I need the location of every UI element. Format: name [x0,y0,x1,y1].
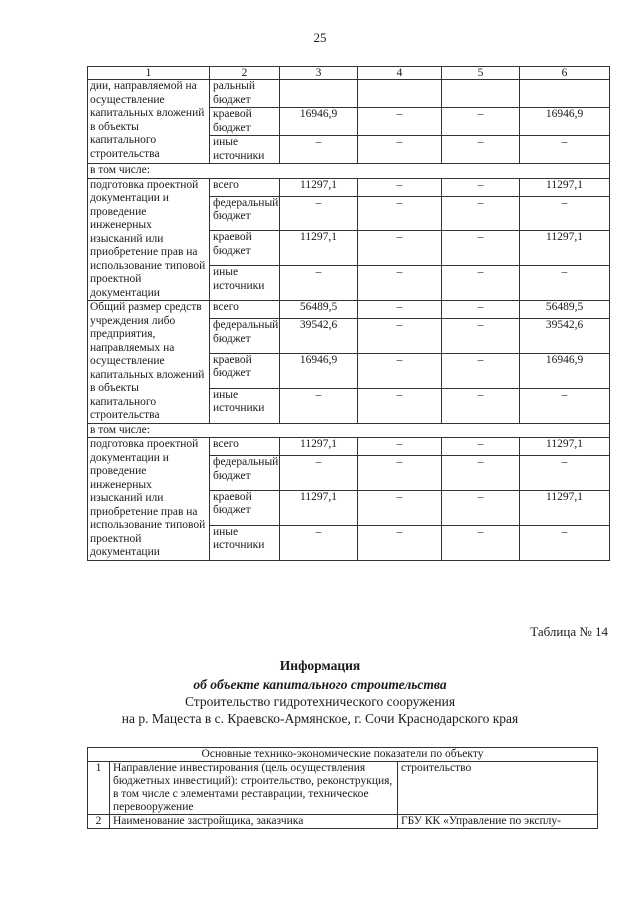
column-header: 6 [520,67,610,80]
value-cell: – [520,196,610,231]
funding-source: иные источники [210,525,280,560]
value-cell: 11297,1 [280,490,358,525]
value-cell [358,80,442,108]
value-cell: 16946,9 [520,108,610,136]
value-cell [442,80,520,108]
value-cell: – [358,456,442,491]
value-cell: – [442,301,520,319]
funding-source: федеральный бюджет [210,196,280,231]
value-cell: – [358,266,442,301]
value-cell: – [520,388,610,423]
value-cell: – [358,301,442,319]
funding-source: всего [210,301,280,319]
object-name-line-1: Строительство гидротехнического сооружения [184,694,456,709]
value-cell: – [280,388,358,423]
section-label: в том числе: [88,164,610,179]
value-cell: – [280,456,358,491]
page-number: 25 [313,30,327,45]
row-number: 2 [88,815,110,829]
value-cell: – [442,388,520,423]
value-cell: 16946,9 [520,353,610,388]
value-cell: – [442,490,520,525]
indicators-table-header: Основные технико-экономические показатели по объекту [88,748,598,762]
value-cell [280,80,358,108]
value-cell: – [358,438,442,456]
table-row [88,301,610,319]
indicator-label: подготовка проектной документации и проведение инженерных изысканий или приобретение прав на использование типовой проектной документации [88,178,210,301]
value-cell: 11297,1 [520,490,610,525]
indicator-name: Наименование застройщика, заказчика [110,815,398,829]
value-cell: – [358,525,442,560]
value-cell: 16946,9 [280,108,358,136]
funding-source: всего [210,438,280,456]
value-cell: – [442,266,520,301]
funding-table [87,66,610,561]
value-cell: – [442,196,520,231]
column-header: 2 [210,67,280,80]
funding-source: федеральный бюджет [210,319,280,354]
table-row [88,178,610,196]
value-cell: – [358,136,442,164]
value-cell: 11297,1 [280,178,358,196]
value-cell: – [520,456,610,491]
value-cell: – [442,178,520,196]
table-row [88,762,598,815]
value-cell: – [280,266,358,301]
table-row [88,438,610,456]
indicator-value: ГБУ КК «Управление по эксплу- [398,815,598,829]
value-cell: 11297,1 [520,178,610,196]
value-cell: – [358,319,442,354]
value-cell: – [442,456,520,491]
value-cell: 11297,1 [520,231,610,266]
indicator-value: строительство [398,762,598,815]
funding-source: краевой бюджет [210,490,280,525]
indicator-label: подготовка проектной документации и проведение инженерных изысканий или приобретение прав на использование типовой проектной документации [88,438,210,561]
table-row [88,815,598,829]
funding-source: иные источники [210,266,280,301]
value-cell: – [358,196,442,231]
funding-source: федеральный бюджет [210,456,280,491]
section-row [88,423,610,438]
indicators-table [87,747,598,829]
info-subtitle: об объекте капитального строительства [193,677,447,692]
value-cell: – [280,525,358,560]
column-header: 1 [88,67,210,80]
column-header: 4 [358,67,442,80]
indicator-label: Общий размер средств учреждения либо предприятия, направляемых на осуществление капитальных вложений в объекты капитального строительства [88,301,210,424]
value-cell: – [442,136,520,164]
value-cell [520,80,610,108]
funding-source: иные источники [210,388,280,423]
value-cell: – [358,388,442,423]
section-label: в том числе: [88,423,610,438]
value-cell: – [442,353,520,388]
value-cell: 39542,6 [520,319,610,354]
value-cell: – [358,231,442,266]
column-header: 3 [280,67,358,80]
funding-source: краевой бюджет [210,353,280,388]
value-cell: – [358,490,442,525]
value-cell: – [520,136,610,164]
value-cell: – [280,196,358,231]
value-cell: – [442,108,520,136]
value-cell: 11297,1 [280,438,358,456]
value-cell: – [520,525,610,560]
row-number: 1 [88,762,110,815]
section-row [88,164,610,179]
funding-source: краевой бюджет [210,231,280,266]
indicator-name: Направление инвестирования (цель осуществления бюджетных инвестиций): строительство, реконструкция, в том числе с элементами реставрации, техническое перевооружение [110,762,398,815]
table-label: Таблица № 14 [530,624,608,639]
value-cell: – [442,438,520,456]
info-title: Информация [279,658,361,673]
value-cell: – [442,525,520,560]
funding-source: всего [210,178,280,196]
value-cell: – [442,319,520,354]
value-cell: – [442,231,520,266]
value-cell: – [358,108,442,136]
object-name-line-2: на р. Мацеста в с. Краевско-Армянское, г. Сочи Краснодарского края [121,711,519,726]
value-cell: 56489,5 [520,301,610,319]
header-row [88,67,610,80]
indicator-label: дии, направляемой на осуществление капитальных вложений в объекты капитального строительства [88,80,210,164]
value-cell: – [280,136,358,164]
value-cell: 16946,9 [280,353,358,388]
funding-source: краевой бюджет [210,108,280,136]
value-cell: 39542,6 [280,319,358,354]
value-cell: 56489,5 [280,301,358,319]
funding-source: иные источники [210,136,280,164]
column-header: 5 [442,67,520,80]
value-cell: 11297,1 [520,438,610,456]
table-row [88,80,610,108]
value-cell: – [358,353,442,388]
value-cell: – [358,178,442,196]
value-cell: – [520,266,610,301]
value-cell: 11297,1 [280,231,358,266]
funding-source: ральный бюджет [210,80,280,108]
